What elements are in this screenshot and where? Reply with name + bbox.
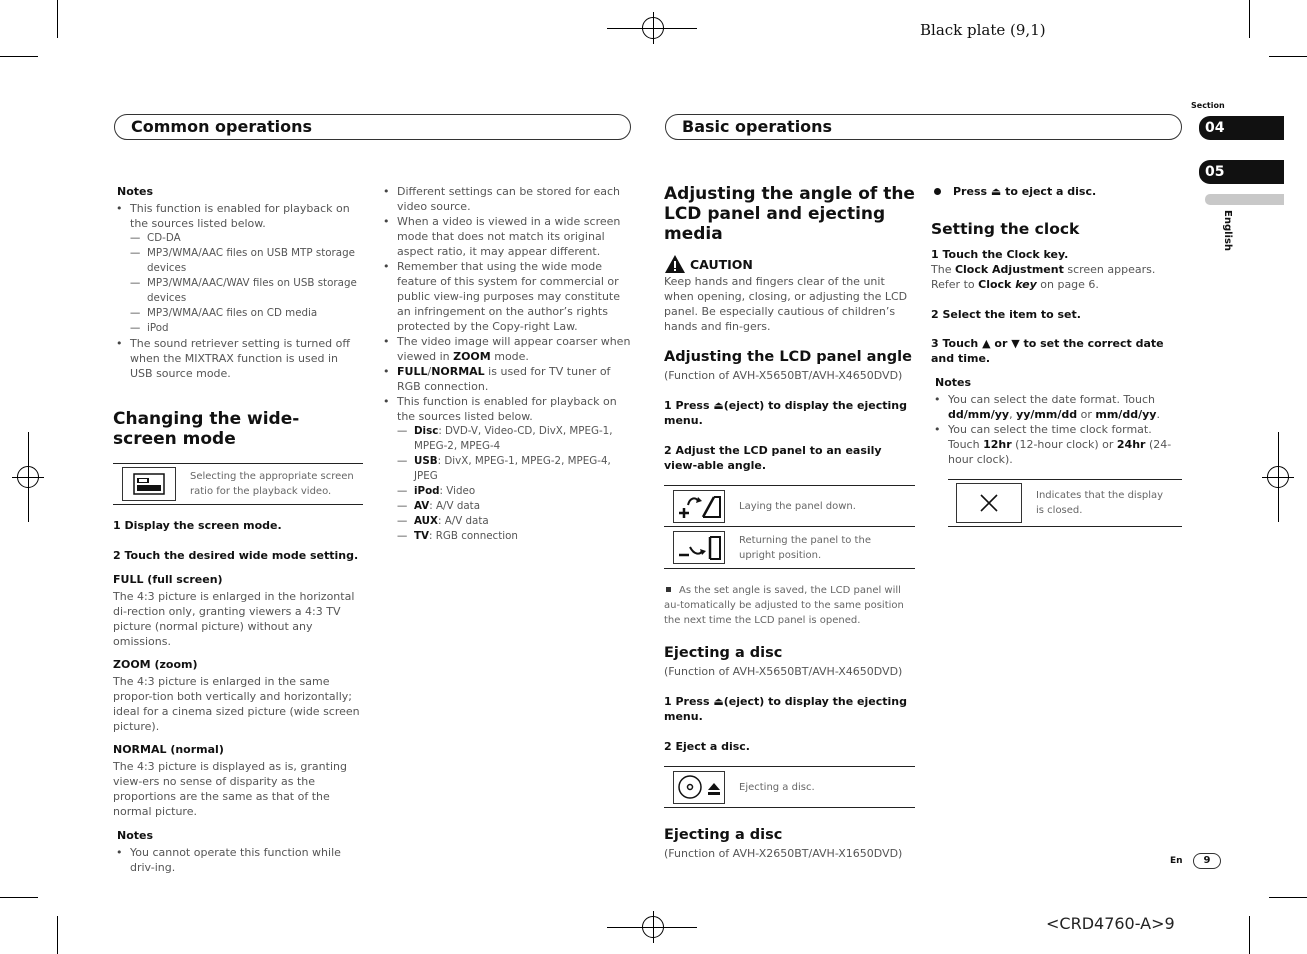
note-item xyxy=(380,334,632,364)
column-2 xyxy=(380,184,632,544)
plate-label: Black plate (9,1) xyxy=(920,21,1046,39)
source-value: : Video xyxy=(439,485,476,497)
text: mode. xyxy=(490,350,529,363)
note-item: • This function is enabled for playback on the sources listed below. xyxy=(113,201,363,231)
close-icon[interactable] xyxy=(956,483,1022,523)
clock-title: Setting the clock xyxy=(931,220,1080,238)
source-key: TV xyxy=(414,530,429,542)
close-row xyxy=(948,479,1182,527)
key-keyword: key xyxy=(1011,278,1037,291)
panel-up-desc: Returning the panel to the upright position. xyxy=(739,534,871,561)
text: . xyxy=(1156,408,1160,421)
crop-mark xyxy=(0,56,38,57)
panel-down-icon[interactable] xyxy=(673,490,725,523)
column-4 xyxy=(931,184,1182,527)
panel-up-icon[interactable] xyxy=(673,531,725,564)
eject-disc-icon[interactable] xyxy=(673,771,725,804)
note-item xyxy=(931,422,1182,467)
panel-down-desc: Laying the panel down. xyxy=(739,500,856,512)
text: or xyxy=(1077,408,1096,421)
eject-desc: Ejecting a disc. xyxy=(739,781,815,793)
press-eject-text: Press ⏏ to eject a disc. xyxy=(953,185,1097,198)
notes-title: Notes xyxy=(117,185,154,198)
registration-mark-icon xyxy=(17,466,39,488)
source-item xyxy=(380,484,632,499)
source-item: — CD-DA xyxy=(113,231,363,246)
crop-mark xyxy=(57,0,58,38)
eject-row xyxy=(664,766,915,808)
caution-label: CAUTION xyxy=(690,256,753,272)
caution-text: Keep hands and fingers clear of the unit when opening, closing, or adjusting the LCD panel. Be especially cautious of children’s hands and fin-gers. xyxy=(664,275,908,333)
eject-step-1: 1 Press ⏏(eject) to display the ejecting menu. xyxy=(664,695,907,723)
format-option: dd/mm/yy xyxy=(948,408,1010,421)
source-item xyxy=(380,514,632,529)
source-item xyxy=(380,499,632,514)
zoom-desc: The 4:3 picture is enlarged in the same propor-tion both vertically and horizontally; ideal for a cinema sized picture (wide screen picture). xyxy=(113,675,360,733)
text: You can select the date format. Touch xyxy=(948,393,1156,406)
text: , xyxy=(1009,408,1017,421)
clock-adjustment-keyword: Clock Adjustment xyxy=(954,263,1064,276)
source-value: : A/V data xyxy=(429,500,481,512)
zoom-keyword: ZOOM xyxy=(453,350,491,363)
crop-mark xyxy=(1269,56,1307,57)
format-option: 12hr xyxy=(983,438,1012,451)
source-value: : A/V data xyxy=(437,515,489,527)
eject-step-2: 2 Eject a disc. xyxy=(664,740,750,753)
text: (12-hour clock) or xyxy=(1011,438,1117,451)
source-item: — iPod xyxy=(113,321,363,336)
caution-heading xyxy=(664,254,915,274)
crop-mark xyxy=(57,916,58,954)
note-item xyxy=(931,392,1182,422)
source-item xyxy=(380,454,632,484)
note-item xyxy=(380,364,632,394)
clock-step-1-desc xyxy=(931,262,1182,277)
lcd-angle-title: Adjusting the LCD panel angle xyxy=(664,349,912,365)
text: is used for TV tuner of RGB connection. xyxy=(397,365,611,393)
note-item: • This function is enabled for playback on the sources listed below. xyxy=(380,394,632,424)
source-key: AV xyxy=(414,500,430,512)
eject-title: Ejecting a disc xyxy=(664,645,783,661)
widescreen-icon[interactable] xyxy=(122,467,176,501)
normal-keyword: NORMAL xyxy=(431,365,485,378)
crop-mark xyxy=(1249,916,1250,954)
crop-mark xyxy=(607,28,697,29)
widescreen-desc: Selecting the appropriate screen ratio for the playback video. xyxy=(190,471,354,497)
notes-title: Notes xyxy=(935,376,972,389)
panel-up-row xyxy=(664,527,915,569)
angle-note xyxy=(664,583,915,628)
page-number xyxy=(1193,853,1221,869)
section-tab-bar xyxy=(1205,194,1284,205)
page-lang: En xyxy=(1170,856,1183,866)
column-1 xyxy=(113,184,363,875)
source-key: AUX xyxy=(414,515,438,527)
caution-icon xyxy=(664,254,686,274)
lcd-step-1: 1 Press ⏏(eject) to display the ejecting menu. xyxy=(664,399,907,427)
text: The video image will appear coarser when viewed in xyxy=(397,335,631,363)
header-common-operations: Common operations xyxy=(114,114,631,140)
language-label: English xyxy=(1222,210,1233,252)
clock-step-3: 3 Touch ▲ or ▼ to set the correct date and time. xyxy=(931,337,1164,365)
crop-mark xyxy=(0,897,38,898)
section-number-next: 05 xyxy=(1205,164,1225,180)
text: screen appears. xyxy=(1063,263,1156,276)
note-square-icon xyxy=(666,587,671,592)
text: on page 6. xyxy=(1036,278,1099,291)
section-tab-current xyxy=(1199,116,1284,140)
eject2-title: Ejecting a disc xyxy=(664,827,783,843)
clock-refer xyxy=(931,277,1182,292)
section-number: 04 xyxy=(1205,120,1225,136)
note-item: • Remember that using the wide mode feature of this system for commercial or public view-ing purposes may constitute an infringement on the author’s rights protected by the Copy-right Law. xyxy=(380,259,632,334)
step-2: 2 Touch the desired wide mode setting. xyxy=(113,549,359,562)
format-option: yy/mm/dd xyxy=(1016,408,1078,421)
widescreen-title: Changing the wide-screen mode xyxy=(113,409,300,449)
clock-keyword: Clock xyxy=(978,278,1012,291)
source-value: : DVD-V, Video-CD, DivX, MPEG-1, MPEG-2, MPEG-4 xyxy=(414,425,613,452)
page-number-value: 9 xyxy=(1203,855,1211,866)
registration-mark-icon xyxy=(1267,466,1289,488)
text: The xyxy=(931,263,955,276)
column-3 xyxy=(664,184,915,861)
header-basic-operations: Basic operations xyxy=(665,114,1182,140)
crop-mark xyxy=(1249,0,1250,38)
widescreen-icon-table xyxy=(113,463,363,505)
text: (24-hour clock). xyxy=(948,438,1172,466)
text: Refer to xyxy=(931,278,979,291)
eject-func: (Function of AVH-X5650BT/AVH-X4650DVD) xyxy=(664,665,903,678)
section-label: Section xyxy=(1191,101,1225,110)
step-1: 1 Display the screen mode. xyxy=(113,519,282,532)
note-item: • When a video is viewed in a wide screen mode that does not match its original aspect ratio, it may appear different. xyxy=(380,214,632,259)
lcd-step-2: 2 Adjust the LCD panel to an easily view-able angle. xyxy=(664,444,882,472)
source-value: : RGB connection xyxy=(429,530,518,542)
press-eject xyxy=(931,184,1182,199)
notes-title: Notes xyxy=(117,829,154,842)
source-key: USB xyxy=(414,455,438,467)
crop-mark xyxy=(607,927,697,928)
clock-step-1: 1 Touch the Clock key. xyxy=(931,248,1069,261)
source-item: — MP3/WMA/AAC files on USB MTP storage devices xyxy=(113,246,363,276)
filled-bullet-icon xyxy=(934,188,941,195)
note-item: • You cannot operate this function while driv-ing. xyxy=(113,845,363,875)
source-value: : DivX, MPEG-1, MPEG-2, MPEG-4, JPEG xyxy=(414,455,611,482)
text: / xyxy=(427,365,432,378)
source-item: — MP3/WMA/AAC files on CD media xyxy=(113,306,363,321)
full-desc: The 4:3 picture is enlarged in the horizontal di-rection only, granting viewers a 4:3 TV picture (normal picture) without any omissions. xyxy=(113,590,355,648)
note-item: • The sound retriever setting is turned off when the MIXTRAX function is used in USB source mode. xyxy=(113,336,363,381)
source-item xyxy=(380,424,632,454)
doc-code: <CRD4760-A>9 xyxy=(1046,914,1175,933)
section-tab-next xyxy=(1199,160,1284,184)
panel-down-row xyxy=(664,485,915,527)
eject2-func: (Function of AVH-X2650BT/AVH-X1650DVD) xyxy=(664,847,903,860)
close-desc: Indicates that the display is closed. xyxy=(1036,490,1164,516)
full-title: FULL (full screen) xyxy=(113,573,223,586)
lcd-eject-title: Adjusting the angle of the LCD panel and ejecting media xyxy=(664,184,915,244)
lcd-angle-func: (Function of AVH-X5650BT/AVH-X4650DVD) xyxy=(664,369,903,382)
zoom-title: ZOOM (zoom) xyxy=(113,658,198,671)
format-option: 24hr xyxy=(1116,438,1146,451)
angle-note-text: As the set angle is saved, the LCD panel will au-tomatically be adjusted to the same position the next time the LCD panel is opened. xyxy=(664,585,904,626)
crop-mark xyxy=(1269,897,1307,898)
source-key: iPod xyxy=(414,485,440,497)
full-keyword: FULL xyxy=(397,365,428,378)
text: You can select the time clock format. Touch xyxy=(948,423,1152,451)
normal-title: NORMAL (normal) xyxy=(113,743,224,756)
note-item: • Different settings can be stored for each video source. xyxy=(380,184,632,214)
source-item: — MP3/WMA/AAC/WAV files on USB storage devices xyxy=(113,276,363,306)
source-key: Disc xyxy=(414,425,439,437)
normal-desc: The 4:3 picture is displayed as is, granting view-ers no sense of disparity as the proportions are the same as that of the normal picture. xyxy=(113,760,347,818)
format-option: mm/dd/yy xyxy=(1095,408,1157,421)
clock-step-2: 2 Select the item to set. xyxy=(931,308,1081,321)
source-item xyxy=(380,529,632,544)
